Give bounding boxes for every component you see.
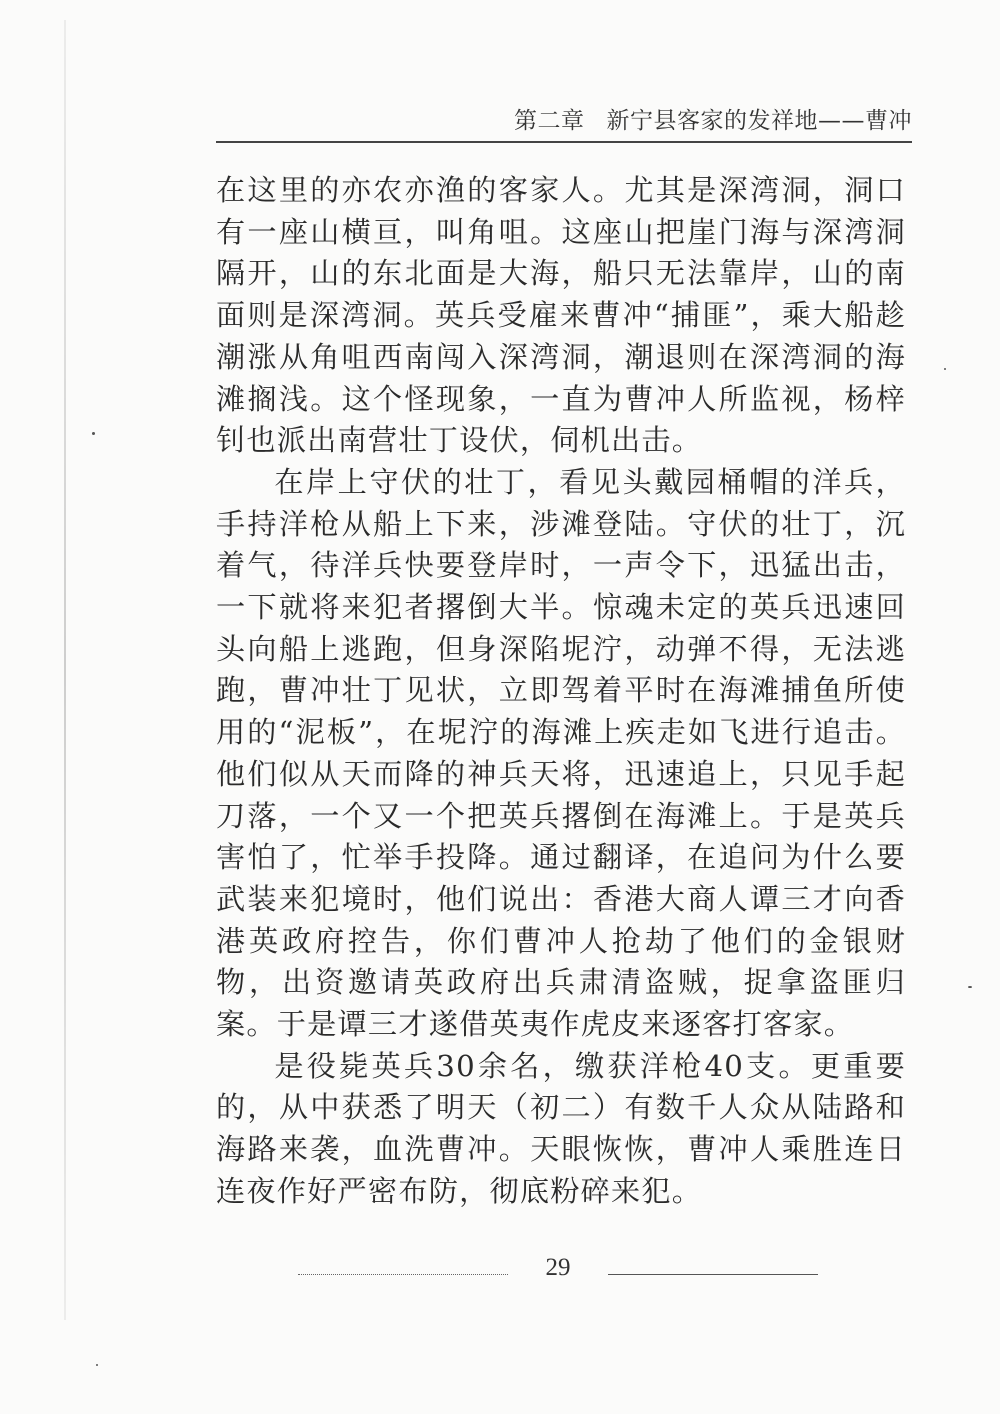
scan-speck [968,986,972,988]
scan-speck [92,432,95,435]
page-binding-edge [64,20,66,1320]
chapter-title: 新宁县客家的发祥地——曹冲 [606,108,912,134]
footer-rule-right [608,1274,818,1275]
running-header [216,100,912,140]
page-number: 29 [545,1254,571,1281]
paragraph: 是役毙英兵30余名，缴获洋枪40支。更重要的，从中获悉了明天（初二）有数千人众从陆路和海路来袭，血洗曹冲。天眼恢恢，曹冲人乘胜连日连夜作好严密布防，彻底粉碎来犯。 [216,1048,906,1208]
header-rule [216,141,912,143]
footer-rule-left [298,1274,508,1275]
body-text [216,170,906,1213]
running-header-text [514,102,912,135]
scan-speck [96,1364,98,1366]
chapter-label: 第二章 [514,108,585,134]
scan-speck [944,368,946,370]
page-footer [298,1252,908,1292]
paragraph: 在岸上守伏的壮丁，看见头戴园桶帽的洋兵，手持洋枪从船上下来，涉滩登陆。守伏的壮丁，沉着气，待洋兵快要登岸时，一声令下，迅猛出击，一下就将来犯者撂倒大半。惊魂未定的英兵迅速回头向船上逃跑，但身深陷坭泞，动弹不得，无法逃跑，曹冲壮丁见状，立即驾着平时在海滩捕鱼所使用的“泥板”，在坭泞的海滩上疾走如飞进行追击。他们似从天而降的神兵天将，迅速追上，只见手起刀落，一个又一个把英兵撂倒在海滩上。于是英兵害怕了，忙举手投降。通过翻译，在追问为什么要武装来犯境时，他们说出：香港大商人谭三才向香港英政府控告，你们曹冲人抢劫了他们的金银财物，出资邀请英政府出兵肃清盗贼，捉拿盗匪归案。于是谭三才遂借英夷作虎皮来逐客打客家。 [216,464,906,1042]
paragraph-continued: 在这里的亦农亦渔的客家人。尤其是深湾洞，洞口有一座山横亘，叫角咀。这座山把崖门海与深湾洞隔开，山的东北面是大海，船只无法靠岸，山的南面则是深湾洞。英兵受雇来曹冲“捕匪”，乘大船趁潮涨从角咀西南闯入深湾洞，潮退则在深湾洞的海滩搁浅。这个怪现象，一直为曹冲人所监视，杨梓钊也派出南营壮丁设伏，伺机出击。 [216,173,906,458]
